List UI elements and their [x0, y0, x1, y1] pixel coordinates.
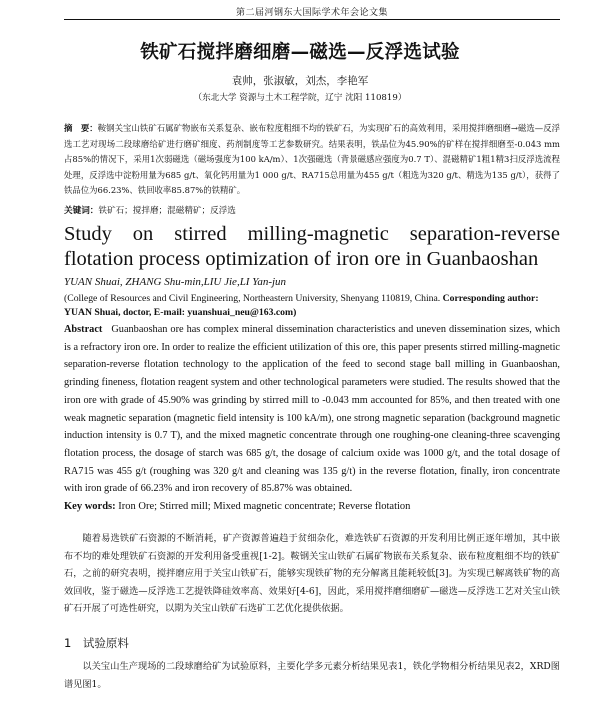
- authors-cn: 袁帅，张淑敏，刘杰，李艳军: [231, 75, 369, 87]
- keywords-cn-text: 铁矿石；搅拌磨；混磁精矿；反浮选: [98, 206, 236, 216]
- abstract-cn-text: 鞍钢关宝山铁矿石属矿物嵌布关系复杂、嵌布粒度粗细不均的铁矿石，为实现矿石的高效利用，采用搅拌磨细磨→磁选—反浮选工艺对现场二段球磨给矿进行磨矿细度、药剂制度等工艺参数研究。结果表明，铁品位为45.90%的矿样在搅拌细磨至-0.043 mm占85%的情况下，采用1次弱磁选（磁场强度为100 kA/m）、1次强磁选（背景磁感应强度为0.7 T）、混磁精矿1粗1精3扫反浮选流程处理，反浮选中淀粉用量为685 g/t、氧化钙用量为1 000 g/t、RA715总用量为455 g/t（粗选为320 g/t、精选为135 g/t），获得了铁品位为66.23%、铁回收率85.87%的铁精矿。: [64, 123, 561, 195]
- section-heading: 1 试验原料: [64, 636, 129, 650]
- abstract-en-text: Guanbaoshan ore has complex mineral dissemination characteristics and uneven dissemination sizes, which is a refractory iron ore. In order to realize the efficient utilization of this ore, this paper presents stirred milling-magnetic separation-reverse flotation technology to the application of the feed to second stage ball milling in Guanbaoshan, grinding fineness, flotation reagent system and other technological parameters were studied. The results showed that the iron ore with grade of 45.90% was grinding by stirred mill to -0.043 mm accounted for 85%, and then treated with one weak magnetic separation (magnetic field intensity is 100 kA/m), one strong magnetic separation (background magnetic induction intensity is 0.7 T), and the mixed magnetic concentrate through one roughing-one cleaning-three scavenging flotation process, the dosage of starch was 685 g/t, the dosage of calcium oxide was 1000 g/t, and the total dosage of RA715 was 455 g/t (roughing was 320 g/t and cleaning was 135 g/t) in the reverse flotation, finally, iron concentrate with iron grade of 66.23% and iron recovery of 85.87% was obtained.: [64, 324, 560, 495]
- title-en: Study on stirred milling-magnetic separation-reverse flotation process optimization of iron ore in Guanbaoshan: [64, 223, 560, 270]
- keywords-cn-label: 关键词：: [64, 206, 99, 216]
- keywords-en-label: Key words:: [64, 501, 116, 512]
- keywords-en-text: Iron Ore; Stirred mill; Mixed magnetic concentrate; Reverse flotation: [118, 501, 411, 512]
- affiliation-en-text: (College of Resources and Civil Engineering, Northeastern University, Shenyang 110819, China.: [64, 293, 441, 304]
- keywords-en: [64, 501, 560, 512]
- section-paragraph: 以关宝山生产现场的二段球磨给矿为试验原料，主要化学多元素分析结果见表1，铁化学物相分析结果见表2，XRD图谱见图1。: [64, 661, 560, 690]
- abstract-en-label: Abstract: [64, 324, 103, 335]
- introduction-paragraph: 随着易选铁矿石资源的不断消耗，矿产资源普遍趋于贫细杂化，难选铁矿石资源的开发利用比例正逐年增加，其中嵌布不均的难处理铁矿石资源的开发利用备受重视[1-2]。鞍钢关宝山铁矿石属矿物嵌布关系复杂、嵌布粒度粗细不均的铁矿石，之前的研究表明，搅拌磨应用于关宝山铁矿石，能够实现铁矿物的充分解离且能耗较低[3]。为实现已解离铁矿物的高效回收，鉴于磁选—反浮选工艺提铁降硅效率高、效果好[4-6]，因此，采用搅拌磨细磨矿—磁选—反浮选工艺对关宝山铁矿石开展了可选性研究，以期为关宝山铁矿石选矿工艺优化提供依据。: [64, 533, 560, 614]
- keywords-cn: [64, 204, 560, 216]
- abstract-cn: [64, 121, 560, 199]
- title-cn: 铁矿石搅拌磨细磨—磁选—反浮选试验: [140, 42, 460, 63]
- corresponding-author-label: Corresponding author:: [442, 293, 539, 304]
- affiliation-cn: （东北大学 资源与土木工程学院，辽宁 沈阳 110819）: [193, 93, 407, 103]
- affiliation-en: [64, 292, 560, 320]
- corresponding-author-text: YUAN Shuai, doctor, E-mail: yuanshuai_neu@163.com): [64, 307, 297, 318]
- running-head: 第二届河钢东大国际学术年会论文集: [235, 8, 388, 18]
- header-rule: [64, 19, 560, 20]
- abstract-en: [64, 321, 560, 498]
- authors-en: YUAN Shuai, ZHANG Shu-min,LIU Jie,LI Yan-jun: [64, 276, 287, 288]
- abstract-cn-label: 摘 要：: [64, 123, 98, 133]
